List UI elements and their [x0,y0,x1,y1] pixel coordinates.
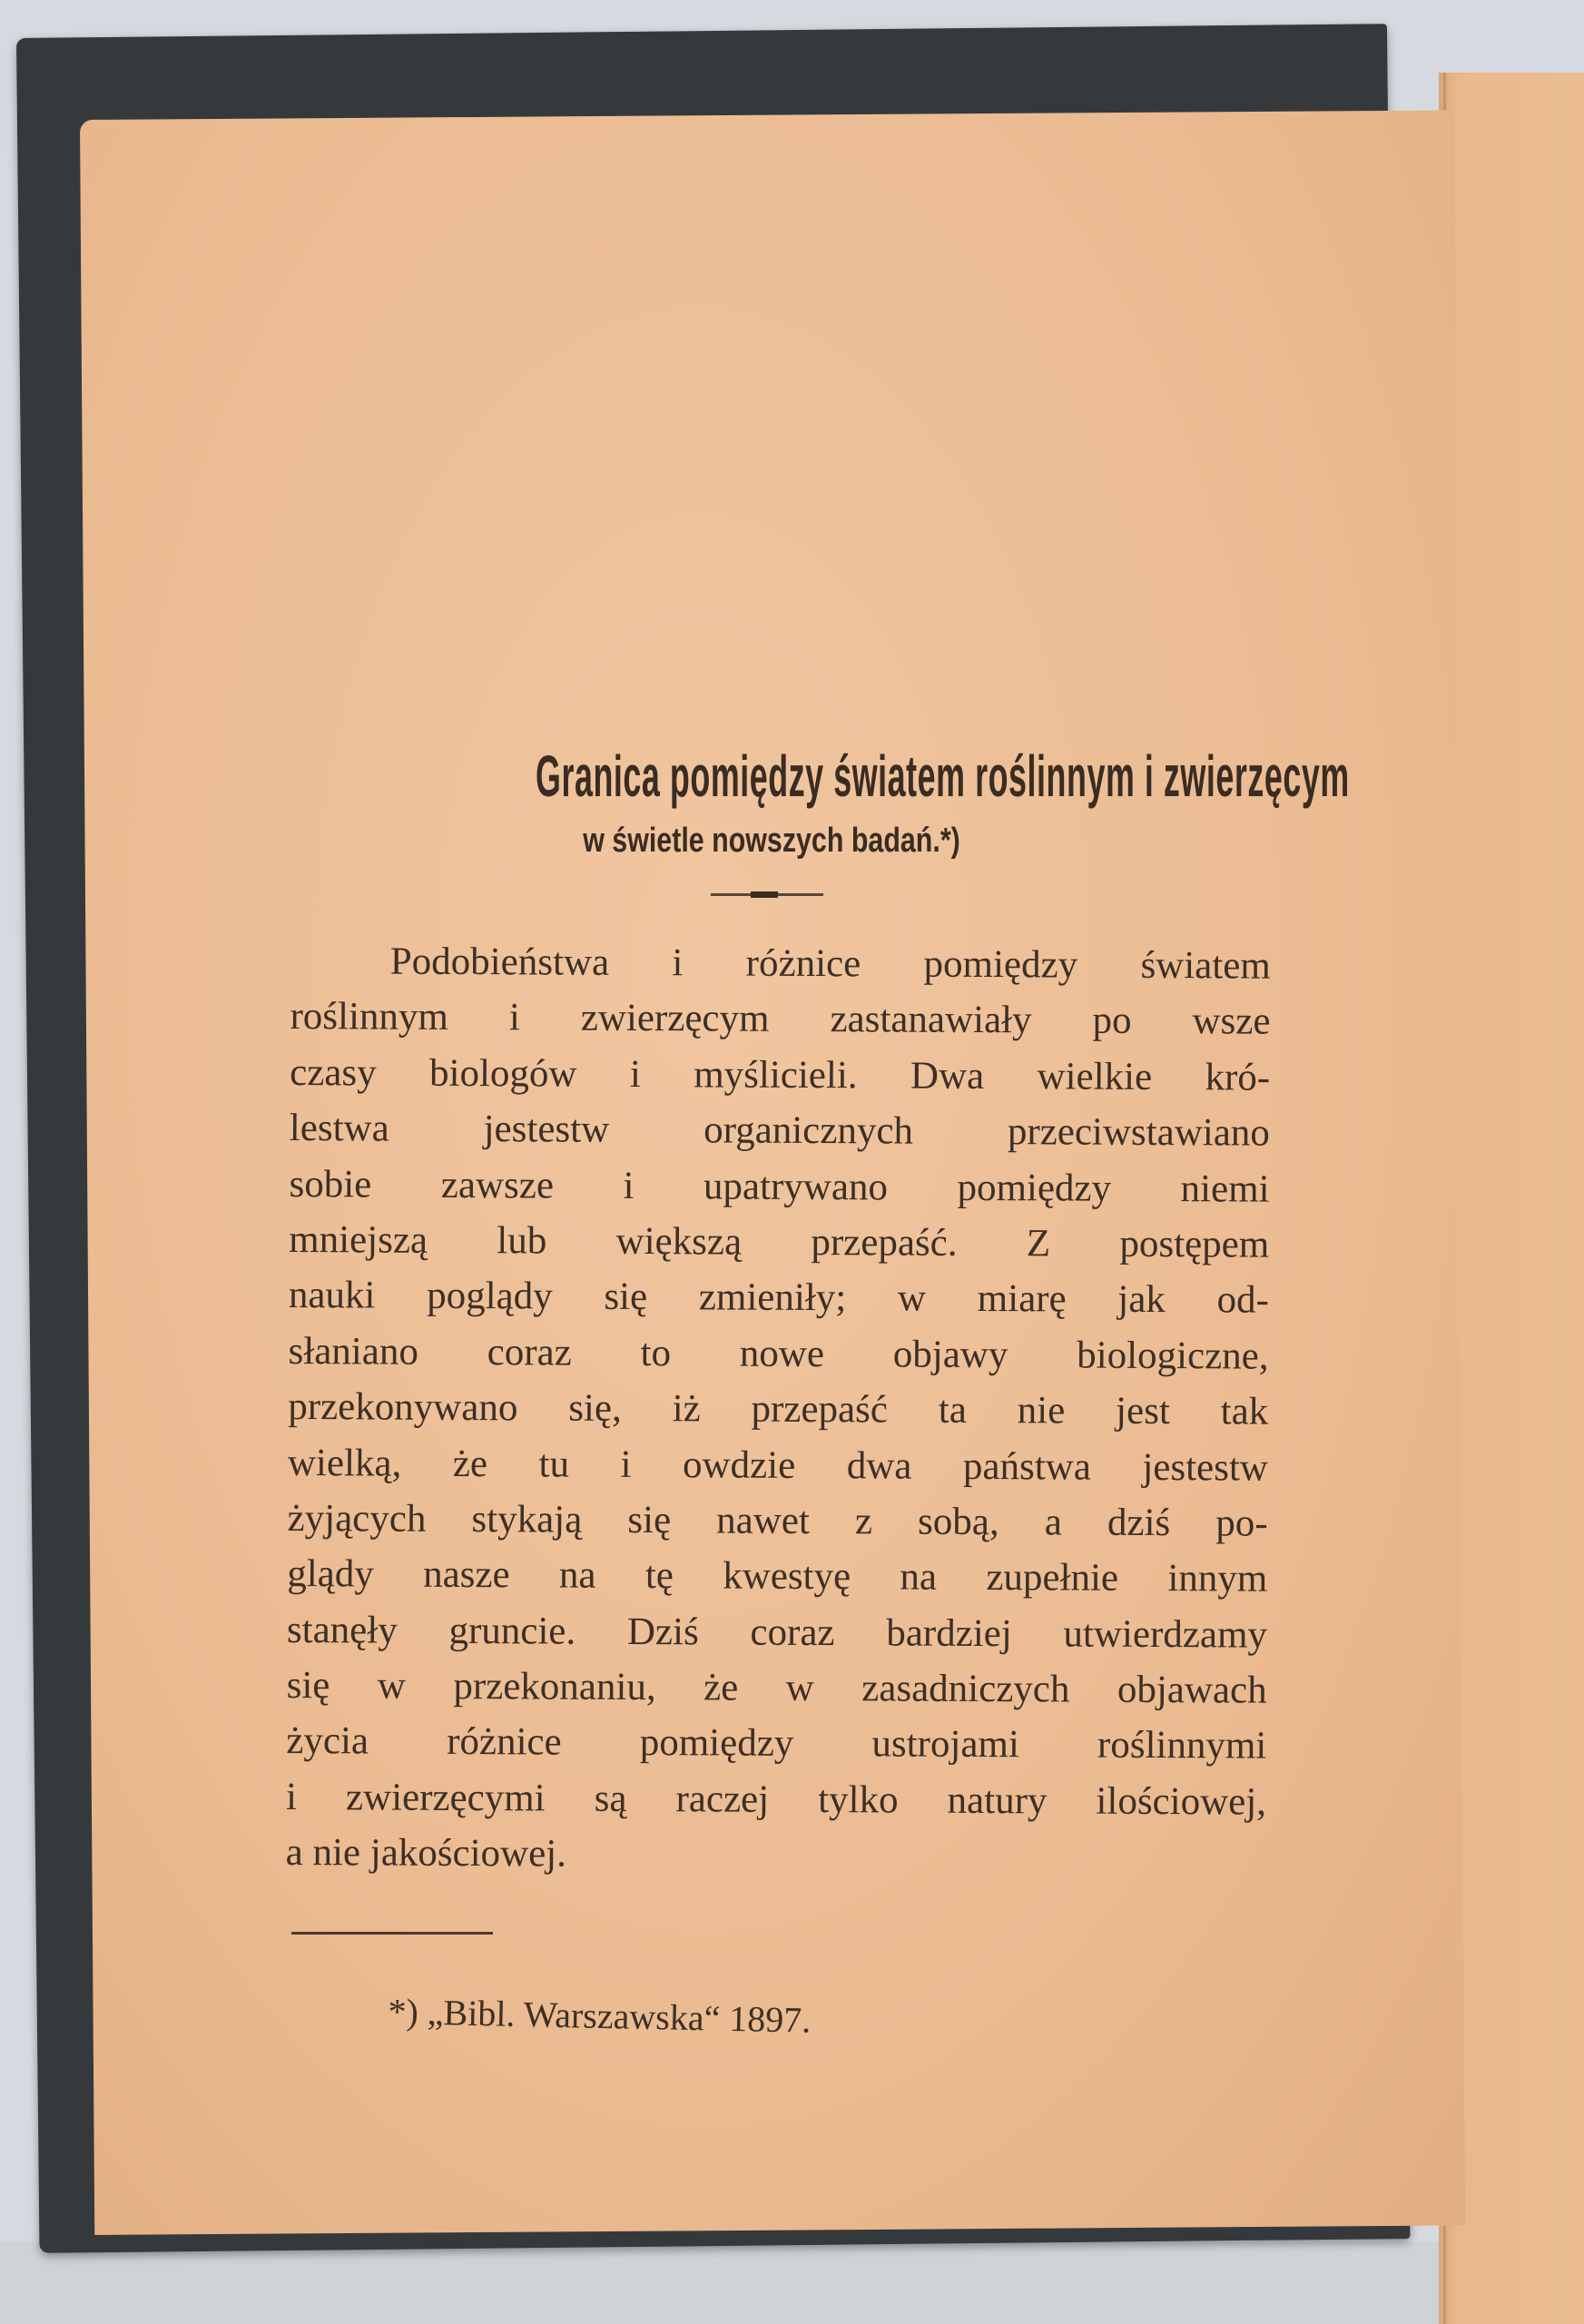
text-line: sobie zawsze i upatrywano pomiędzy niemi [289,1162,1270,1211]
text-line: roślinnym i zwierzęcym zastanawiały po wsze [290,995,1271,1044]
text-line: czasy biologów i myślicieli. Dwa wielkie kró- [290,1050,1271,1099]
text-line: się w przekonaniu, że w zasadniczych objawach [286,1664,1267,1712]
text-line: mniejszą lub większą przepaść. Z postępem [289,1217,1270,1266]
footnote-rule [291,1932,493,1935]
text-line: i zwierzęcymi są raczej tylko natury ilościowej, [285,1775,1267,1824]
article-title: Granica pomiędzy światem roślinnym i zwierzęcym [536,743,1350,809]
text-line: Podobieństwa i różnice pomiędzy światem [389,940,1271,988]
text-line: glądy nasze na tę kwestyę na zupełnie innym [287,1552,1268,1600]
ornament-divider [711,893,823,896]
text-line: lestwa jestestw organicznych przeciwstawiano [289,1107,1270,1155]
text-line: stanęły gruncie. Dziś coraz bardziej utwierdzamy [286,1608,1268,1657]
text-line: a nie jakościowej. [285,1831,567,1876]
text-line: życia różnice pomiędzy ustrojami roślinnymi [286,1719,1267,1768]
body-text [286,933,1271,1886]
footnote: *) „Bibl. Warszawska“ 1897. [388,1990,812,2041]
text-line: nauki poglądy się zmieniły; w miarę jak od- [288,1274,1270,1322]
text-line: przekonywano się, iż przepaść ta nie jest tak [288,1385,1269,1433]
background [0,2242,1584,2324]
text-line: słaniano coraz to nowe objawy biologiczne, [288,1329,1269,1378]
text-line: żyjących stykają się nawet z sobą, a dziś po- [287,1496,1268,1545]
text-line: wielką, że tu i owdzie dwa państwa jestestw [287,1441,1269,1490]
article-subtitle: w świetle nowszych badań.*) [583,822,960,860]
